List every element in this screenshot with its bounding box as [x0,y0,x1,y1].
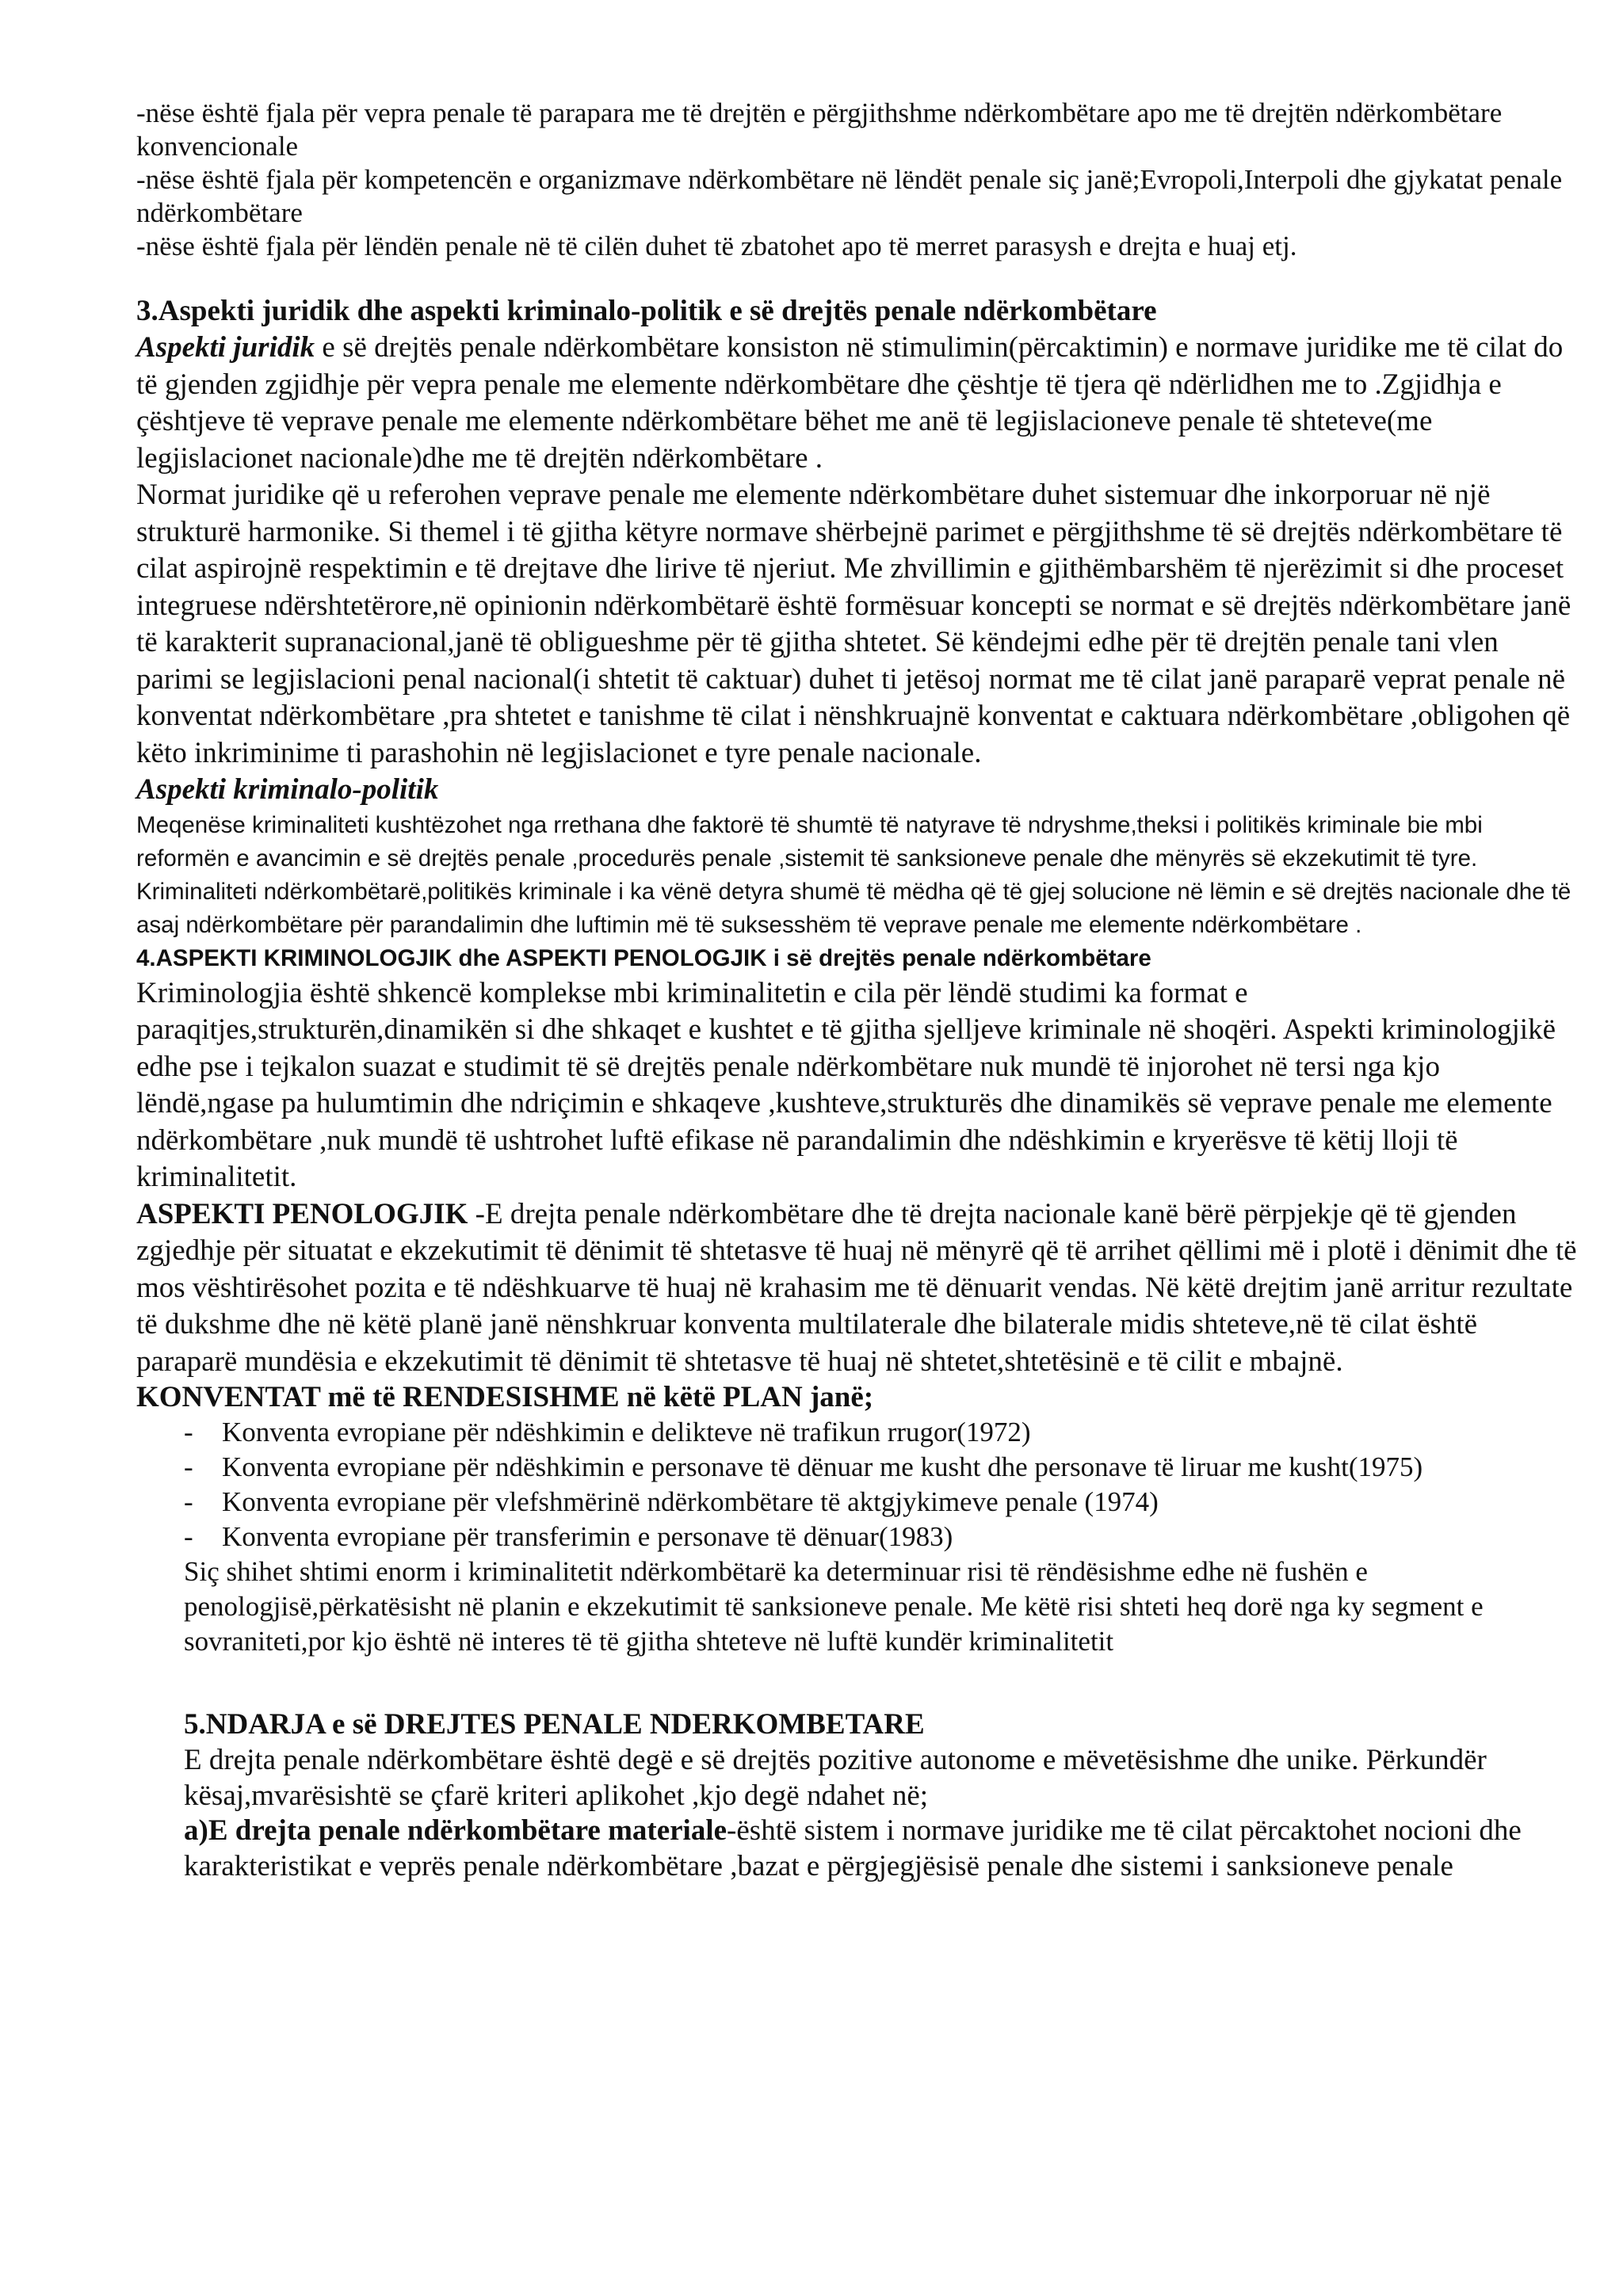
penologjik-label: ASPEKTI PENOLOGJIK [136,1197,468,1230]
intro-list [136,97,1579,263]
closing-paragraph: Siç shihet shtimi enorm i kriminalitetit ndërkombëtarë ka determinuar risi të rëndësishme edhe në fushën e penologjisë,përkatësisht në planin e ekzekutimit të sanksioneve penale. Me këtë risi shteti heq dorë nga ky segment e sovraniteti,por kjo është në interes të të gjitha shteteve në luftë kundër kriminalitetit [184,1556,1484,1657]
dash-bullet: - [184,1521,193,1552]
materiale-text: -është sistem i normave juridike me të cilat përcaktohet nocioni dhe karakteristikat e veprës penale ndërkombëtare ,bazat e përgjegjësisë penale dhe sistemi i sanksioneve penale [184,1814,1522,1882]
section-5-intro: E drejta penale ndërkombëtare është degë e së drejtës pozitive autonome e mëvetësishme dhe unike. Përkundër kësaj,mvarësishtë se çfarë kriteri aplikohet ,kjo degë ndahet në; [184,1744,1487,1812]
list-item [136,1415,1579,1450]
section-5-body [136,1743,1579,1884]
penologjik-text: -E drejta penale ndërkombëtare dhe të drejta nacionale kanë bërë përpjekje që të gjenden zgjedhje për situatat e ekzekutimit të dënimit të shtetasve të huaj në mënyrë që të arrihet qëllimi më i plotë i dënimit dhe të mos vështirësohet pozita e të ndëshkuarve të huaj në krahasim me të dënuarit vendas. Në këtë drejtim janë arritur rezultate të dukshme dhe në këtë planë janë nënshkruar konventa multilaterale dhe bilaterale midis shteteve,në të cilat është paraparë mundësia e ekzekutimit të dënimit të shtetasve të huaj në shtetet,shtetësinë e të cilit e mbajnë. [136,1197,1577,1378]
section-5-heading: 5.NDARJA e së DREJTES PENALE NDERKOMBETARE [184,1708,925,1741]
section-3-heading: 3.Aspekti juridik dhe aspekti kriminalo-politik e së drejtës penale ndërkombëtare [136,295,1157,327]
dash-bullet: - [184,1486,193,1517]
document-page [136,97,1579,1884]
dash-bullet: - [184,1451,193,1482]
konventat-heading: KONVENTAT më të RENDESISHME në këtë PLAN janë; [136,1381,874,1413]
aspekti-juridik-paragraph [136,330,1579,477]
aspekti-juridik-label: Aspekti juridik [136,331,315,364]
dash-bullet: - [184,1417,193,1447]
penologjik-paragraph [136,1196,1579,1381]
normat-juridike-paragraph: Normat juridike që u referohen veprave penale me elemente ndërkombëtare duhet sistemuar dhe inkorporuar në një strukturë harmonike. Si themel i të gjitha këtyre normave shërbejnë parimet e përgjithshme të së drejtës ndërkombëtare të cilat aspirojnë respektimin e të drejtave dhe lirive të njeriut. Me zhvillimin e gjithëmbarshëm të njerëzimit si dhe proceset integruese ndërshtetërore,në opinionin ndërkombëtarë është formësuar koncepti se normat e së drejtës ndërkombëtare janë të karakterit supranacional,janë të obligueshme për të gjitha shtetet. Së këndejmi edhe për të drejtën penale tani vlen parimi se legjislacioni penal nacional(i shtetit të caktuar) duhet ti jetësoj normat me të cilat janë paraparë veprat penale në konventat ndërkombëtare ,pra shtetet e tanishme të cilat i nënshkruajnë konventat e caktuara ndërkombëtare ,obligohen që këto inkriminime ti parashohin në legjislacionet e tyre penale nacionale. [136,479,1571,769]
materiale-label: a)E drejta penale ndërkombëtare materiale [184,1814,727,1847]
aspekti-kriminalo-politik-text: Meqenëse kriminaliteti kushtëzohet nga rrethana dhe faktorë të shumtë të natyrave të ndryshme,theksi i politikës kriminale bie mbi reformën e avancimin e së drejtës penale ,procedurës penale ,sistemit të sanksioneve penale dhe mënyrës së ekzekutimit të tyre. Kriminaliteti ndërkombëtarë,politikës kriminale i ka vënë detyra shumë të mëdha që të gjej solucione në lëmin e së drejtës nacionale dhe të asaj ndërkombëtare për parandalimin dhe luftimin më të suksesshëm të veprave penale me elemente ndërkombëtare . [136,811,1571,938]
section-4-heading: 4.ASPEKTI KRIMINOLOGJIK dhe ASPEKTI PENOLOGJIK i së drejtës penale ndërkombëtare [136,944,1151,971]
section-3-body [136,330,1579,809]
kriminologjik-paragraph: Kriminologjia është shkencë komplekse mbi kriminalitetin e cila për lëndë studimi ka format e paraqitjes,strukturën,dinamikën si dhe shkaqet e kushtet e të gjitha sjelljeve kriminale në shoqëri. Aspekti kriminologjikë edhe pse i tejkalon suazat e studimit të së drejtës penale ndërkombëtare nuk mundë të injorohet në tersi nga kjo lëndë,ngase pa hulumtimin dhe ndriçimin e shkaqeve ,kushteve,strukturës dhe dinamikës së veprave penale me elemente ndërkombëtare ,nuk mundë të ushtrohet luftë efikase në parandalimin dhe ndëshkimin e kryerësve të këtij lloji të kriminalitetit. [136,976,1556,1193]
list-item-text: Konventa evropiane për transferimin e personave të dënuar(1983) [222,1521,953,1552]
materiale-paragraph [184,1814,1579,1884]
list-item [136,1485,1579,1520]
section-4-body [136,975,1579,1381]
list-item [136,1450,1579,1485]
intro-item: -nëse është fjala për vepra penale të parapara me të drejtën e përgjithshme ndërkombëtare apo me të drejtën ndërkombëtare konvencionale [136,97,1503,162]
list-item-text: Konventa evropiane për ndëshkimin e personave të dënuar me kusht dhe personave të liruar me kusht(1975) [222,1451,1423,1482]
list-item [136,1520,1579,1554]
aspekti-juridik-text: e së drejtës penale ndërkombëtare konsiston në stimulimin(përcaktimin) e normave juridike me të cilat do të gjenden zgjidhje për vepra penale me elemente ndërkombëtare dhe çështje të tjera që ndërlidhen me to .Zgjidhja e çështjeve të veprave penale me elemente ndërkombëtare bëhet me anë të legjislacioneve penale të shteteve(me legjislacionet nacionale)dhe me të drejtën ndërkombëtare . [136,331,1564,475]
list-item-text: Konventa evropiane për ndëshkimin e delikteve në trafikun rrugor(1972) [222,1417,1031,1447]
list-item-text: Konventa evropiane për vlefshmërinë ndërkombëtare të aktgjykimeve penale (1974) [222,1486,1159,1517]
intro-item: -nëse është fjala për lëndën penale në të cilën duhet të zbatohet apo të merret parasysh e drejta e huaj etj. [136,231,1297,261]
konventat-list [136,1415,1579,1554]
aspekti-kriminalo-politik-label: Aspekti kriminalo-politik [136,773,439,806]
intro-item: -nëse është fjala për kompetencën e organizmave ndërkombëtare në lëndët penale siç janë;Evropoli,Interpoli dhe gjykatat penale ndërkombëtare [136,164,1563,228]
